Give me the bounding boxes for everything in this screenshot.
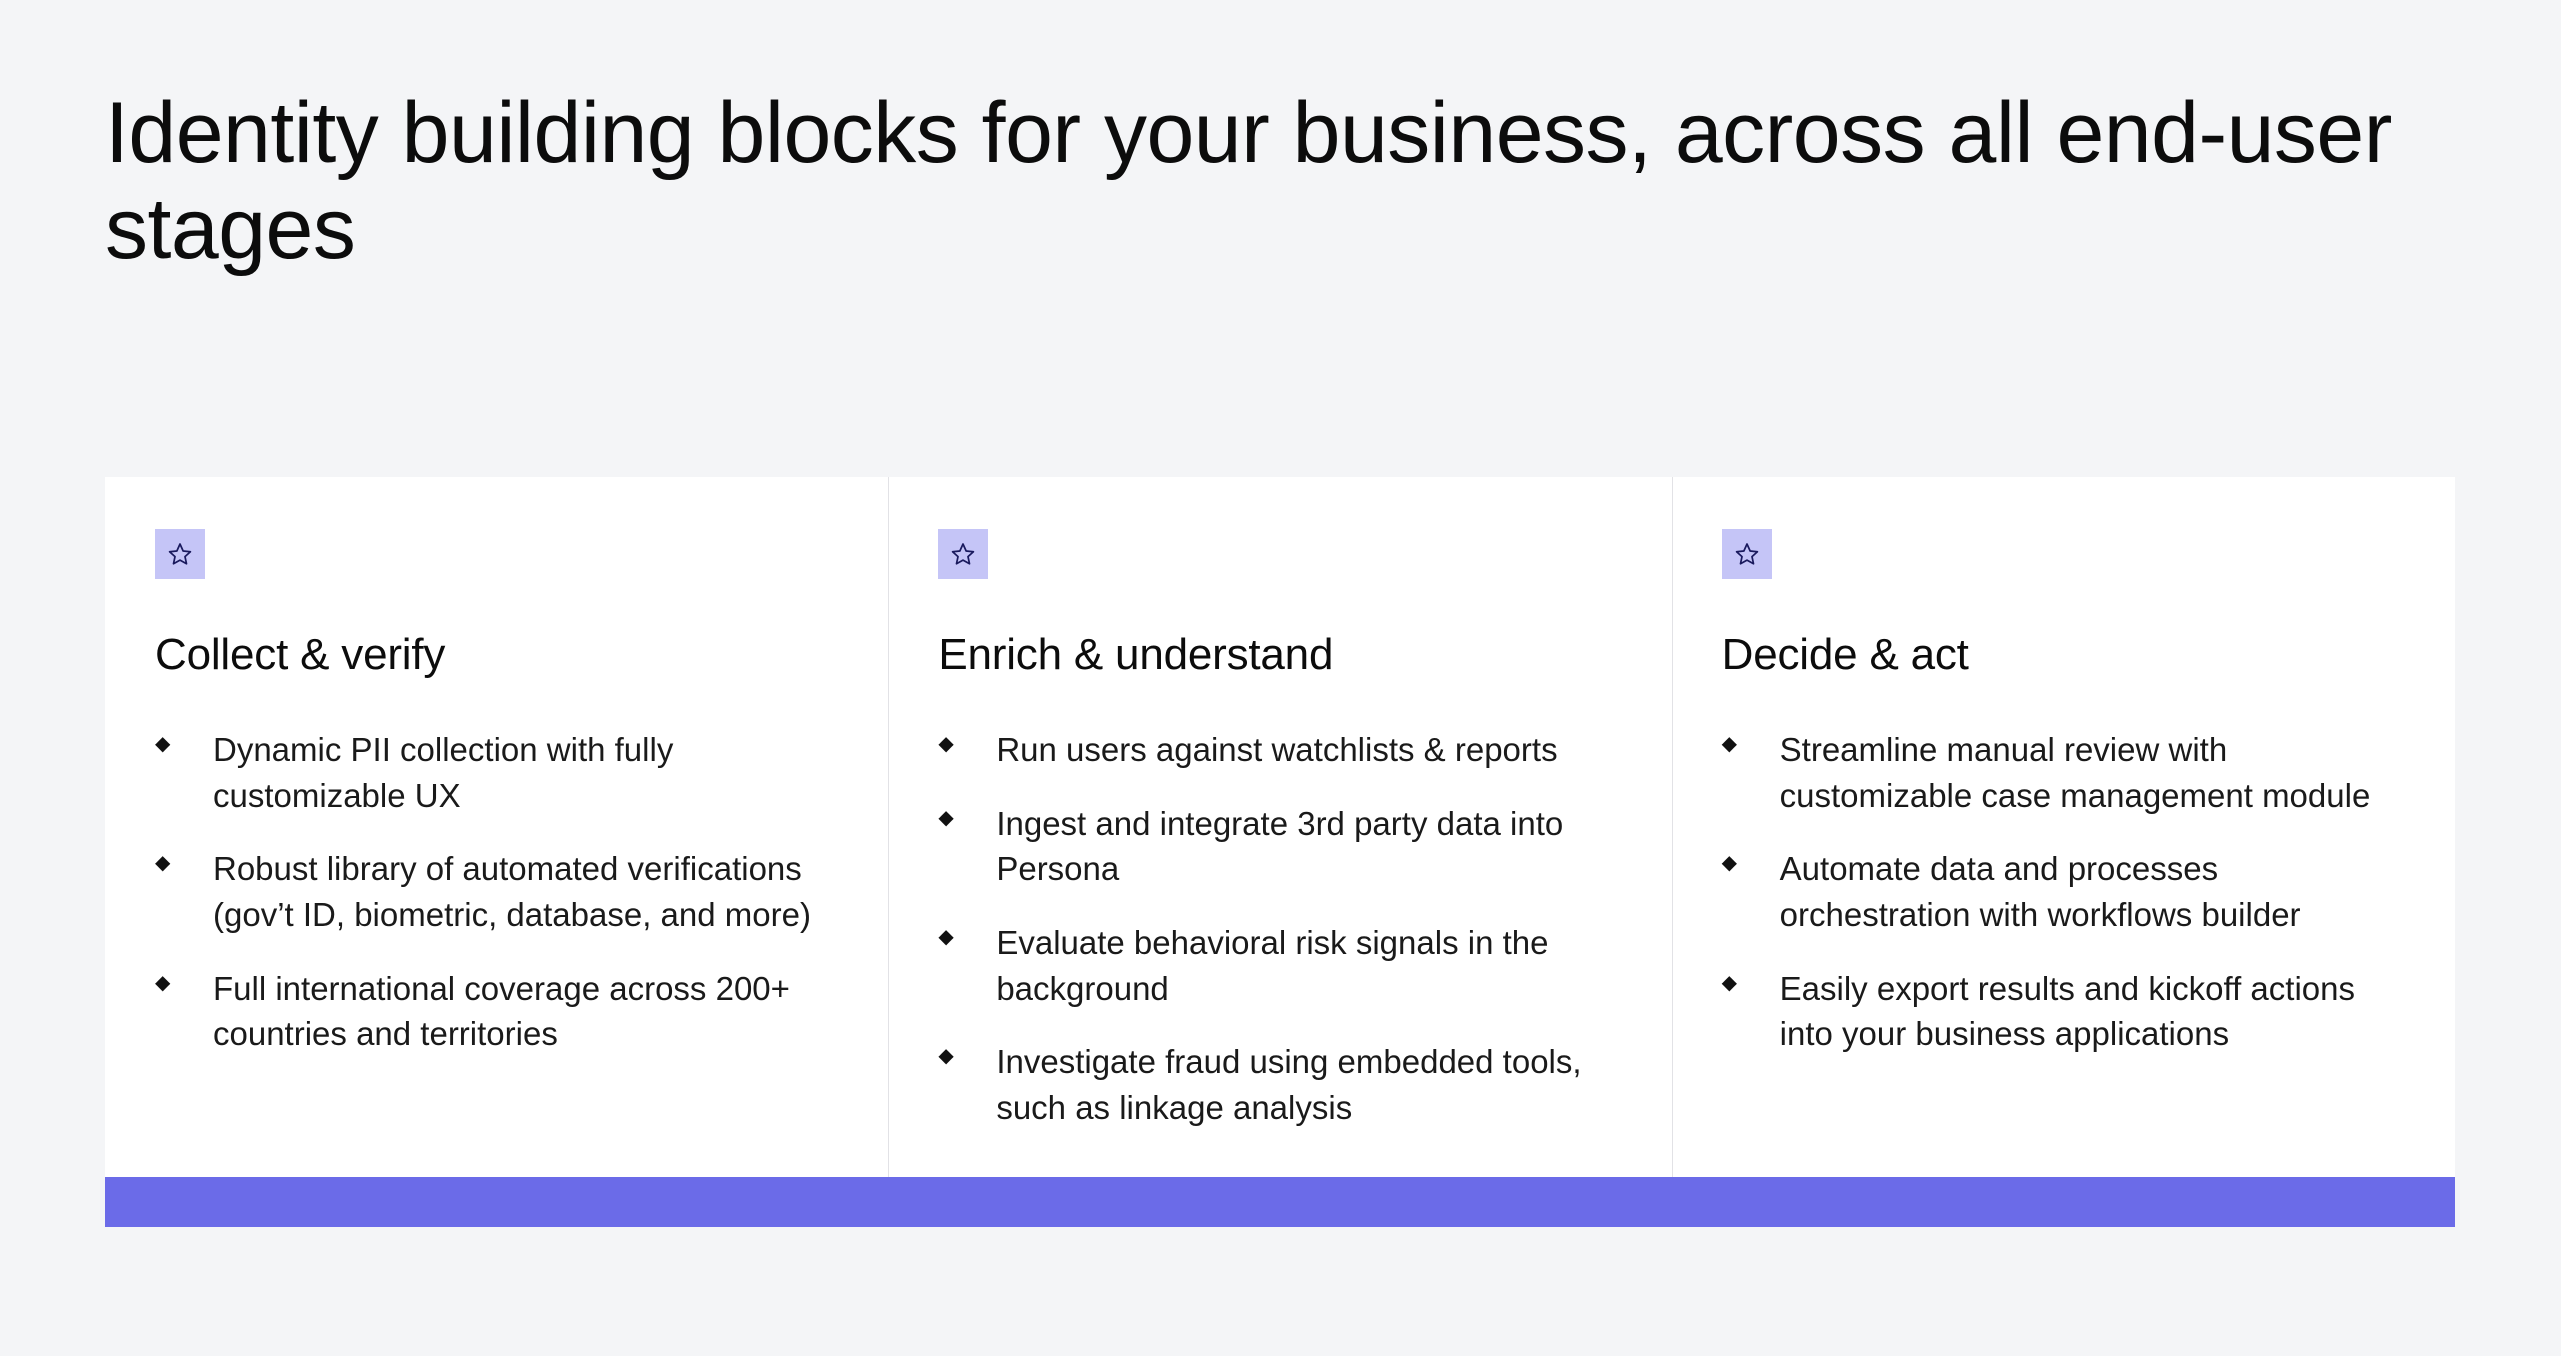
- list-item: ◆ Investigate fraud using embedded tools, such as linkage analysis: [938, 1039, 1616, 1130]
- card-title: Decide & act: [1721, 630, 1969, 679]
- card-enrich-understand: [888, 477, 1671, 1177]
- list-item: ◆ Streamline manual review with customizable case management module: [1722, 727, 2400, 818]
- bullet-list: [155, 727, 833, 1056]
- page-title: Identity building blocks for your business, across all end-user stages: [105, 85, 2392, 278]
- list-item: ◆ Ingest and integrate 3rd party data into Persona: [938, 801, 1616, 892]
- card-collect-verify: [105, 477, 888, 1177]
- list-item: ◆ Evaluate behavioral risk signals in the background: [938, 920, 1616, 1011]
- list-item: ◆ Automate data and processes orchestration with workflows builder: [1722, 846, 2400, 937]
- list-item: ◆ Full international coverage across 200+ countries and territories: [155, 966, 833, 1057]
- star-icon: [1722, 529, 1772, 579]
- list-item: ◆ Easily export results and kickoff actions into your business applications: [1722, 966, 2400, 1057]
- list-item: ◆ Robust library of automated verifications (gov’t ID, biometric, database, and more): [155, 846, 833, 937]
- card-group: [105, 477, 2455, 1177]
- star-icon: [938, 529, 988, 579]
- list-item: ◆ Dynamic PII collection with fully customizable UX: [155, 727, 833, 818]
- card-decide-act: [1672, 477, 2455, 1177]
- list-item: ◆ Run users against watchlists & reports: [938, 727, 1616, 773]
- bullet-list: [1722, 727, 2400, 1056]
- star-icon: [155, 529, 205, 579]
- card-title: Collect & verify: [155, 630, 446, 679]
- accent-bar: [105, 1177, 2455, 1227]
- card-title: Enrich & understand: [938, 630, 1334, 679]
- bullet-list: [938, 727, 1616, 1130]
